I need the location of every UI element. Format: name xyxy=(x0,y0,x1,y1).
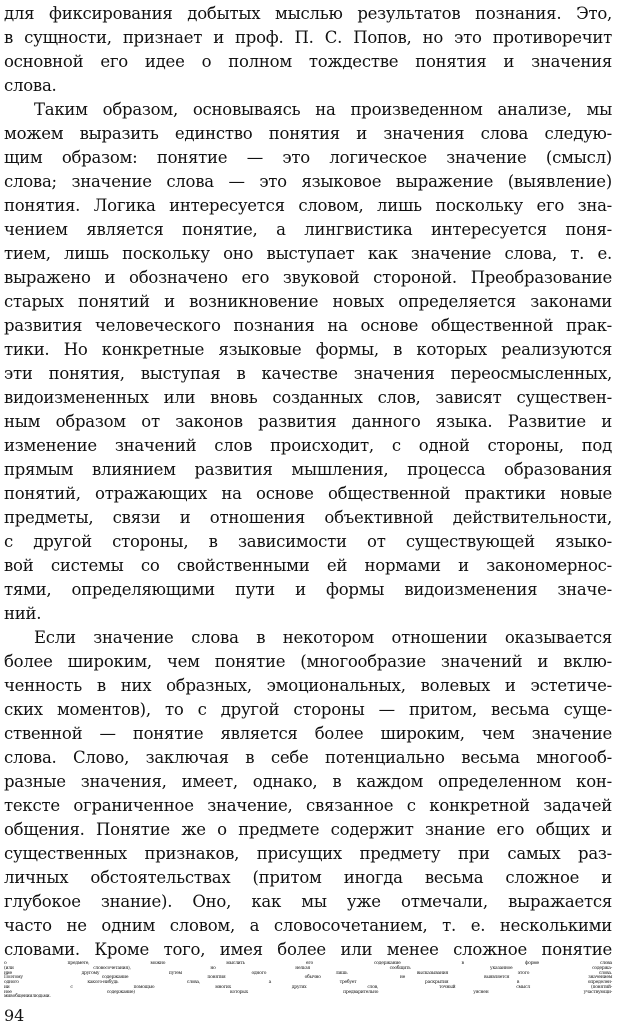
text-line: о предмете, можно мыслить его содержание в форме слова xyxy=(4,961,612,966)
text-line: ным образом от законов развития данного языка. Развитие и xyxy=(4,412,612,431)
text-line: тями, определяющими пути и формы видоизменения значе- xyxy=(4,580,612,599)
text-line: чением является понятие, а лингвистика интересуется поня- xyxy=(4,220,612,239)
text-line: с другой стороны, в зависимости от существующей языко- xyxy=(4,532,612,551)
text-line: Если значение слова в некотором отношении оказывается xyxy=(34,628,612,647)
text-line: (или словосочетания), но нельзя сообщить указанное содержа- xyxy=(4,965,612,971)
text-line: существенных признаков, присущих предмету при самых раз- xyxy=(4,844,612,863)
text-line: изменение значений слов происходит, с одной стороны, под xyxy=(4,436,612,455)
text-line: основной его идее о полном тождестве понятия и значения xyxy=(4,52,612,71)
text-line: старых понятий и возникновение новых определяется законами xyxy=(4,292,612,311)
text-line: тием, лишь поскольку оно выступает как значение слова, т. е. xyxy=(4,244,612,263)
text-line: ии с помощью многих других слов, точный смысл (понятий- xyxy=(4,984,612,990)
text-line: тексте ограниченное значение, связанное с конкретной задачей xyxy=(4,796,612,815)
text-line: тики. Но конкретные языковые формы, в которых реализуются xyxy=(4,340,612,359)
text-line: Поэтому содержание понятия обычно не выявляется значением xyxy=(4,975,612,981)
text-line: для фиксирования добытых мыслью результатов познания. Это, xyxy=(4,4,612,23)
text-line: выражено и обозначено его звуковой стороной. Преобразование xyxy=(4,268,612,287)
text-line: ственной — понятие является более широким, чем значение xyxy=(4,724,612,743)
text-line: понятий, отражающих на основе общественной практики новые xyxy=(4,484,612,503)
text-line: словами. Кроме того, имея более или менее сложное понятие xyxy=(4,940,612,959)
page-number: 94 xyxy=(4,1006,25,1025)
text-line: ченность в них образных, эмоциональных, волевых и эстетиче- xyxy=(4,676,612,695)
text-line: ми в общении людьми. xyxy=(4,994,51,1000)
text-line: прямым влиянием развития мышления, процесса образования xyxy=(4,460,612,479)
text-line: личных обстоятельствах (притом иногда весьма сложное и xyxy=(4,868,612,887)
text-line: в сущности, признает и проф. П. С. Попов, но это противоречит xyxy=(4,28,612,47)
text-line: ний. xyxy=(4,604,42,623)
text-line: более широким, чем понятие (многообразие значений и вклю- xyxy=(4,652,612,671)
text-line: эти понятия, выступая в качестве значения переосмысленных, xyxy=(4,364,612,383)
text-line: ние другому путем одного лишь высказывания этого слова. xyxy=(4,970,612,976)
text-line: ное содержание) которых предварительно уяснен участвующи- xyxy=(4,989,612,995)
text-line: слова. Слово, заключая в себе потенциально весьма многооб- xyxy=(4,748,612,767)
text-line: предметы, связи и отношения объективной действительности, xyxy=(4,508,612,527)
text-line: слова; значение слова — это языковое выражение (выявление) xyxy=(4,172,612,191)
text-line: слова. xyxy=(4,76,57,95)
text-line: можем выразить единство понятия и значения слова следую- xyxy=(4,124,612,143)
text-line: общения. Понятие же о предмете содержит знание его общих и xyxy=(4,820,612,839)
text-line: понятия. Логика интересуется словом, лишь поскольку его зна- xyxy=(4,196,612,215)
text-line: видоизмененных или вновь созданных слов, зависят существен- xyxy=(4,388,612,407)
text-line: щим образом: понятие — это логическое значение (смысл) xyxy=(4,148,612,167)
text-line: часто не одним словом, а словосочетанием, т. е. несколькими xyxy=(4,916,612,935)
text-line: глубокое знание). Оно, как мы уже отмечали, выражается xyxy=(4,892,612,911)
text-line: развития человеческого познания на основе общественной прак- xyxy=(4,316,612,335)
text-line: вой системы со свойственными ей нормами и закономернос- xyxy=(4,556,612,575)
text-line: Таким образом, основываясь на произведенном анализе, мы xyxy=(34,100,612,119)
text-line: ских моментов), то с другой стороны — притом, весьма суще- xyxy=(4,700,612,719)
text-line: одного какого-нибудь слова, а требует раскрытия в определен- xyxy=(4,980,612,985)
text-line: разные значения, имеет, однако, в каждом определенном кон- xyxy=(4,772,612,791)
